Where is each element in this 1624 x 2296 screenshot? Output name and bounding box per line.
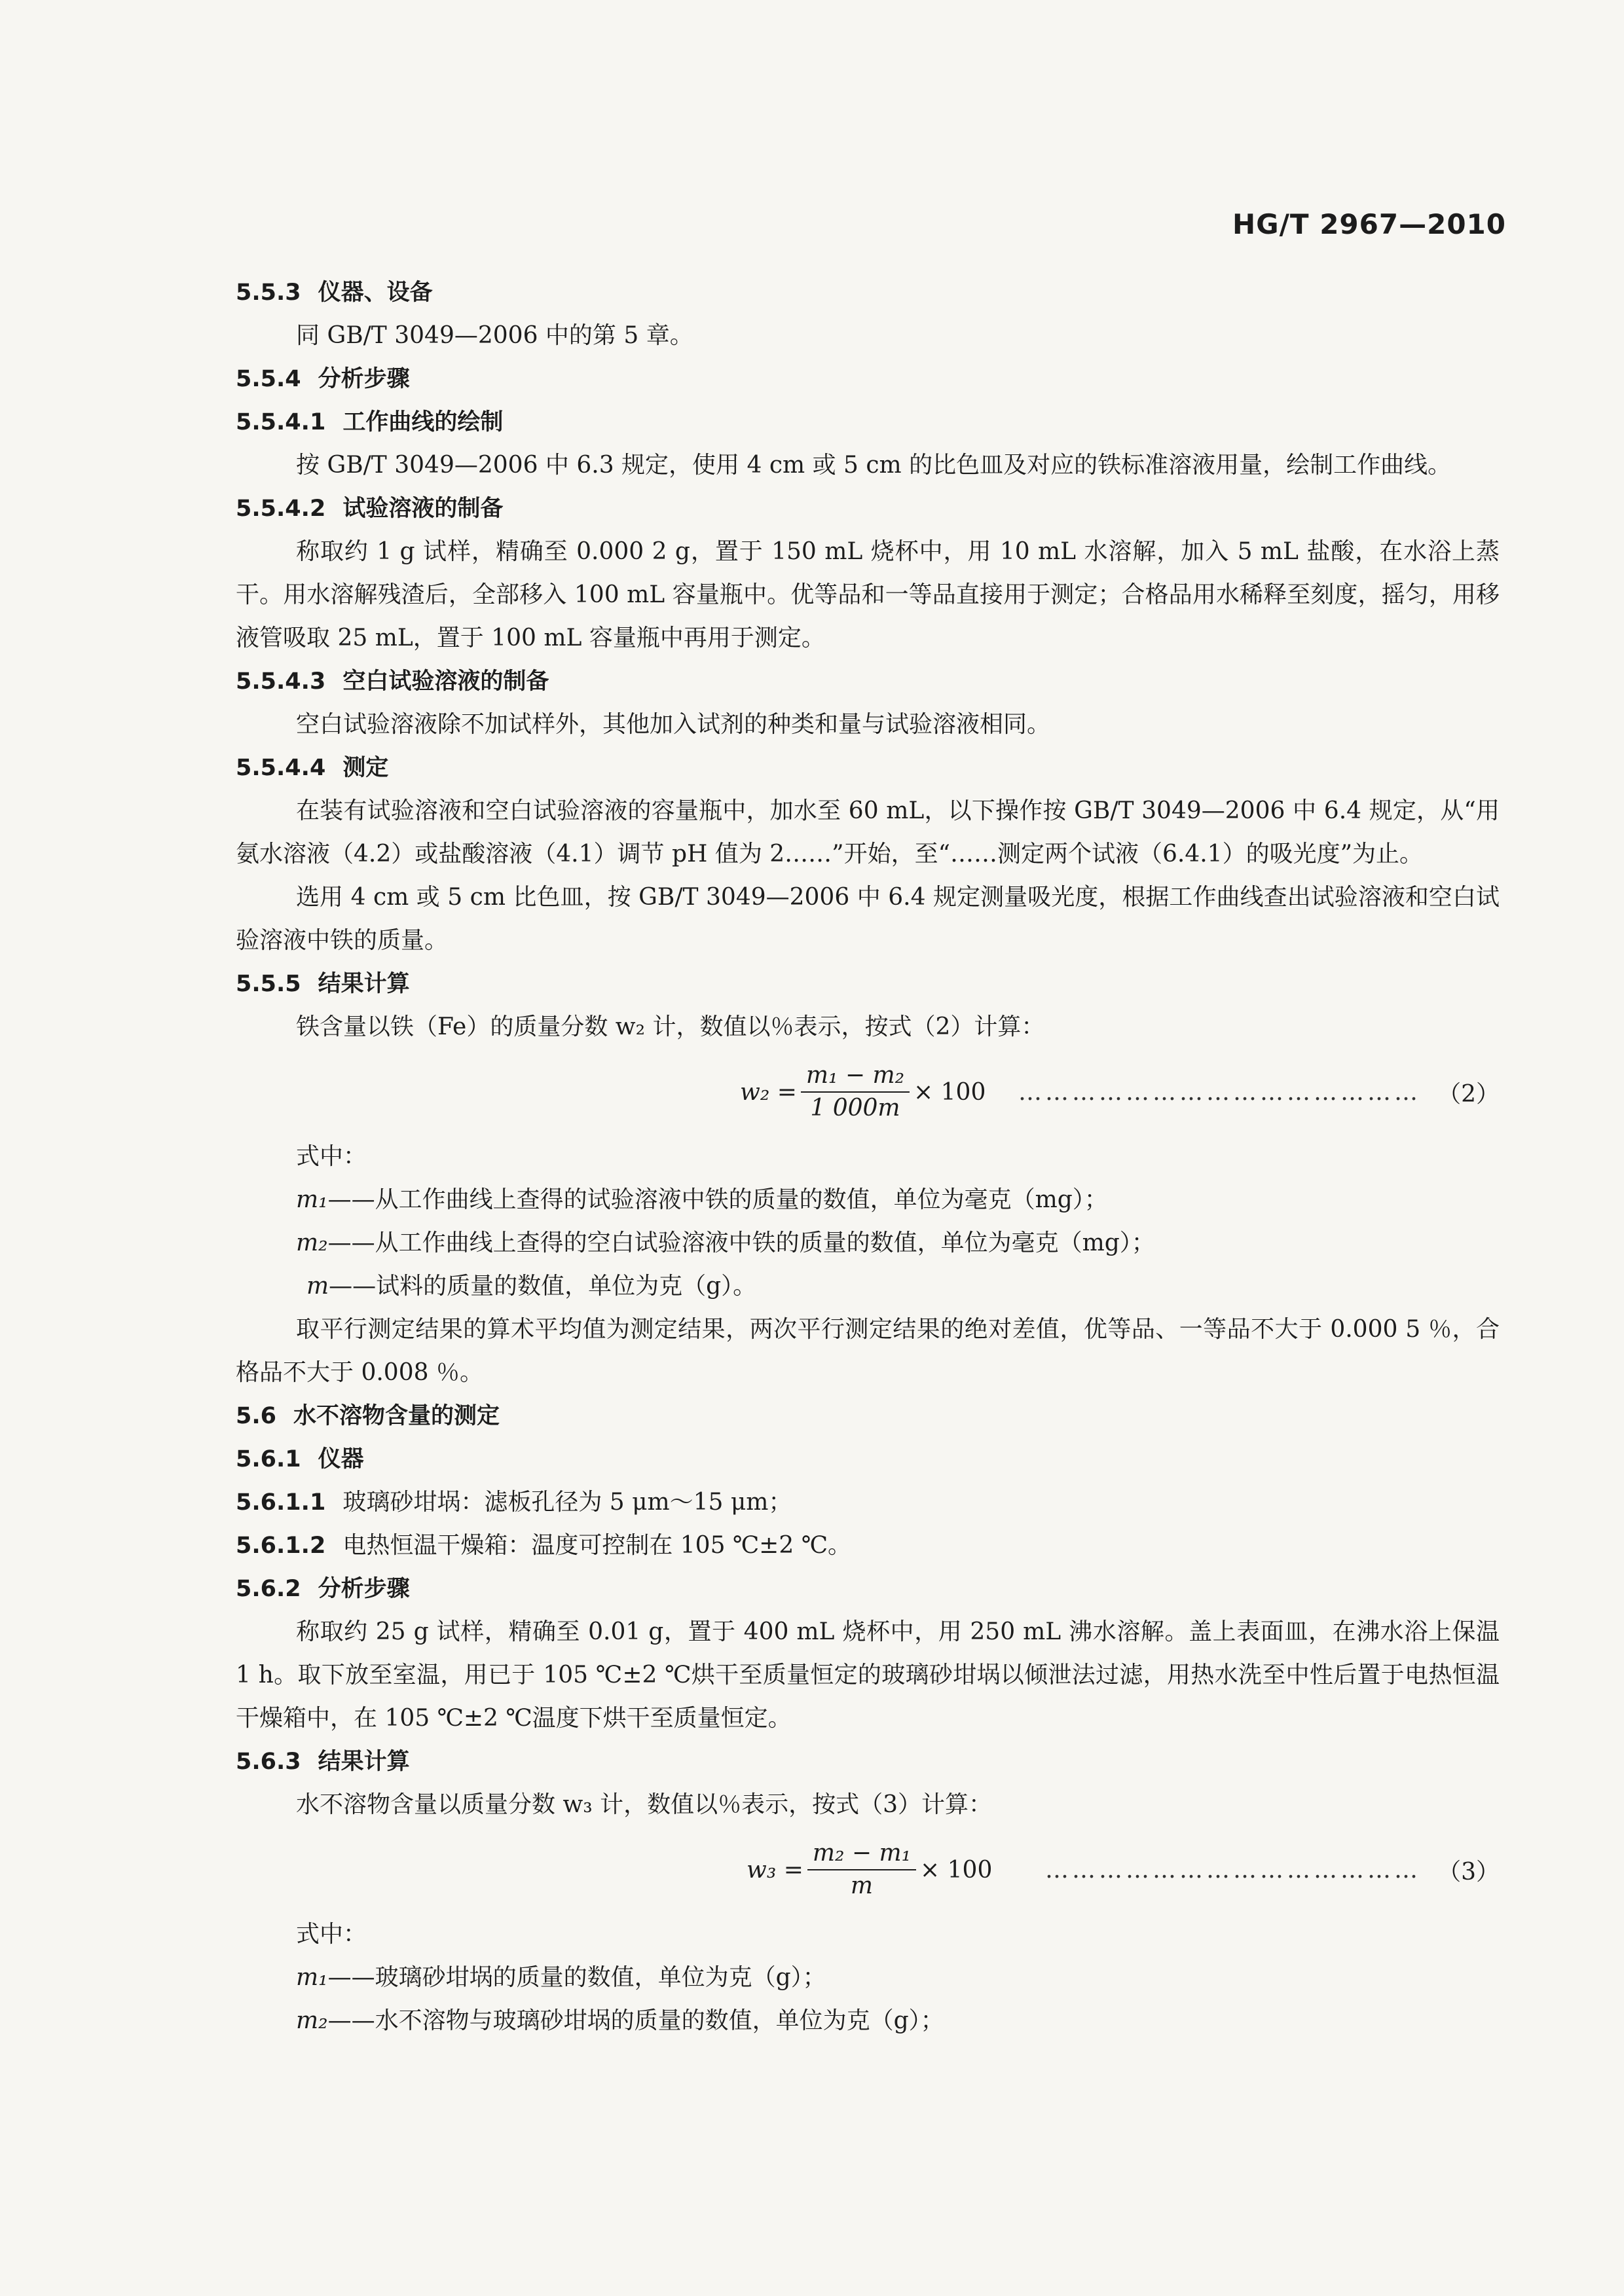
variable-definition: m₁——从工作曲线上查得的试验溶液中铁的质量的数值，单位为毫克（mg）； [296, 1186, 1108, 1213]
where-label: 式中： [296, 1143, 367, 1170]
paragraph: 在装有试验溶液和空白试验溶液的容量瓶中，加水至 60 mL，以下操作按 GB/T 3049—2006 中 6.4 规定，从“用氨水溶液（4.2）或盐酸溶液（4.1）调节 pH 值为 2……”开始，至“……测定两个试液（6.4.1）的吸光度”为止。 [236, 797, 1500, 867]
section-heading: 5.5.3 仪器、设备 [236, 280, 433, 306]
paragraph: 称取约 25 g 试样，精确至 0.01 g，置于 400 mL 烧杯中，用 250 mL 沸水溶解。盖上表面皿，在沸水浴上保温 1 h。取下放至室温，用已于 105 ℃±2 ℃烘干至质量恒定的玻璃砂坩埚以倾泄法过滤，用热水洗至中性后置于电热恒温干燥箱中，在 105 ℃±2 ℃温度下烘干至质量恒定。 [236, 1618, 1500, 1732]
where-label: 式中： [296, 1921, 367, 1948]
section-heading: 5.6.3 结果计算 [236, 1749, 410, 1775]
equation-number: （3） [1437, 1858, 1500, 1886]
section-heading: 5.5.4.4 测定 [236, 755, 389, 781]
section-heading: 5.5.4.1 工作曲线的绘制 [236, 409, 504, 435]
paragraph: 同 GB/T 3049—2006 中的第 5 章。 [296, 322, 693, 349]
paragraph: 称取约 1 g 试样，精确至 0.000 2 g，置于 150 mL 烧杯中，用 10 mL 水溶解，加入 5 mL 盐酸，在水浴上蒸干。用水溶解残渣后，全部移入 100 mL 容量瓶中。优等品和一等品直接用于测定；合格品用水稀释至刻度，摇匀，用移液管吸取 25 mL，置于 100 mL 容量瓶中再用于测定。 [236, 538, 1500, 651]
paragraph: 水不溶物含量以质量分数 w₃ 计，数值以％表示，按式（3）计算： [296, 1791, 993, 1818]
formula-dot-leader: …………………………………… [1045, 1856, 1421, 1884]
paragraph: 按 GB/T 3049—2006 中 6.3 规定，使用 4 cm 或 5 cm 的比色皿及对应的铁标准溶液用量，绘制工作曲线。 [296, 452, 1452, 479]
section-heading: 5.5.5 结果计算 [236, 971, 410, 997]
document-body [236, 271, 1500, 2043]
variable-definition: m₁——玻璃砂坩埚的质量的数值，单位为克（g）； [296, 1964, 826, 1991]
section-heading: 5.5.4 分析步骤 [236, 366, 410, 392]
section-heading: 5.6.2 分析步骤 [236, 1576, 410, 1602]
section-heading: 5.6.1.1 玻璃砂坩埚：滤板孔径为 5 μm～15 μm； [236, 1489, 792, 1516]
section-heading: 5.6 水不溶物含量的测定 [236, 1403, 500, 1429]
formula-3: w₃ = $\frac{\text{m₂ − m₁}}{m}$ × 100 …………………………………… （3） [236, 1827, 1500, 1913]
variable-definition: m₂——从工作曲线上查得的空白试验溶液中铁的质量的数值，单位为毫克（mg）； [296, 1230, 1155, 1256]
variable-definition: m₂——水不溶物与玻璃砂坩埚的质量的数值，单位为克（g）； [296, 2007, 944, 2034]
paragraph: 选用 4 cm 或 5 cm 比色皿，按 GB/T 3049—2006 中 6.4 规定测量吸光度，根据工作曲线查出试验溶液和空白试验溶液中铁的质量。 [236, 884, 1500, 954]
paragraph: 空白试验溶液除不加试样外，其他加入试剂的种类和量与试验溶液相同。 [296, 711, 1051, 738]
equation-number: （2） [1437, 1080, 1500, 1108]
section-heading: 5.6.1.2 电热恒温干燥箱：温度可控制在 105 ℃±2 ℃。 [236, 1532, 851, 1559]
formula-dot-leader: ……………………………………… [1018, 1078, 1421, 1106]
formula-2: w₂ = $\frac{\text{m₁ − m₂}}{1 000m}$ × 100 ……………………………………… （2） [236, 1049, 1500, 1135]
section-heading: 5.6.1 仪器 [236, 1446, 364, 1472]
variable-definition: m——试料的质量的数值，单位为克（g）。 [306, 1273, 757, 1300]
paragraph: 取平行测定结果的算术平均值为测定结果，两次平行测定结果的绝对差值，优等品、一等品不大于 0.000 5 ％，合格品不大于 0.008 ％。 [236, 1316, 1500, 1386]
paragraph: 铁含量以铁（Fe）的质量分数 w₂ 计，数值以％表示，按式（2）计算： [296, 1013, 1045, 1040]
standard-code: HG/T 2967—2010 [1232, 208, 1506, 240]
section-heading: 5.5.4.2 试验溶液的制备 [236, 496, 504, 522]
section-heading: 5.5.4.3 空白试验溶液的制备 [236, 668, 549, 695]
